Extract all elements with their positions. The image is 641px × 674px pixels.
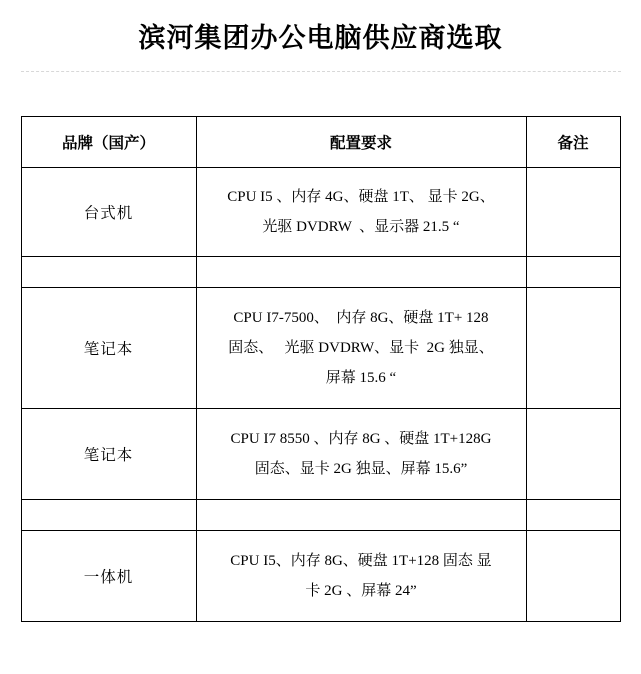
spec-line: CPU I7-7500、 内存 8G、硬盘 1T+ 128	[233, 310, 489, 326]
cell-brand: 一体机	[21, 531, 196, 622]
page-title: 滨河集团办公电脑供应商选取	[138, 23, 503, 53]
cell-brand: 笔记本	[21, 409, 196, 500]
table-spacer-cell	[526, 257, 620, 288]
table-body	[21, 168, 620, 622]
cell-spec	[196, 409, 526, 500]
table-spacer-cell	[21, 257, 196, 288]
column-header-spec: 配置要求	[196, 117, 526, 168]
column-header-brand: 品牌（国产）	[21, 117, 196, 168]
cell-spec	[196, 168, 526, 257]
title-spacing	[0, 72, 641, 116]
cell-spec	[196, 531, 526, 622]
cell-note	[526, 168, 620, 257]
spec-line: 光驱 DVDRW 、显示器 21.5 “	[262, 219, 460, 235]
cell-spec	[196, 288, 526, 409]
spec-line: 屏幕 15.6 “	[325, 370, 397, 386]
cell-brand: 台式机	[21, 168, 196, 257]
spec-line: CPU I7 8550 、内存 8G 、硬盘 1T+128G	[230, 431, 492, 447]
table-spacer-row	[21, 500, 620, 531]
table-header	[21, 117, 620, 168]
specification-table	[21, 116, 621, 622]
spec-line: 卡 2G 、屏幕 24”	[305, 583, 417, 599]
spec-line: CPU I5、内存 8G、硬盘 1T+128 固态 显	[230, 553, 492, 569]
cell-note	[526, 531, 620, 622]
table-row	[21, 288, 620, 409]
spec-line: 固态、 光驱 DVDRW、显卡 2G 独显、	[228, 340, 494, 356]
table-spacer-cell	[526, 500, 620, 531]
cell-brand: 笔记本	[21, 288, 196, 409]
spec-line: CPU I5 、内存 4G、硬盘 1T、 显卡 2G、	[227, 189, 495, 205]
table-spacer-cell	[21, 500, 196, 531]
table-row	[21, 409, 620, 500]
cell-note	[526, 409, 620, 500]
cell-note	[526, 288, 620, 409]
spec-line: 固态、显卡 2G 独显、屏幕 15.6”	[254, 461, 468, 477]
table-row	[21, 531, 620, 622]
column-header-note: 备注	[526, 117, 620, 168]
table-spacer-row	[21, 257, 620, 288]
table-header-row	[21, 117, 620, 168]
table-row	[21, 168, 620, 257]
table-spacer-cell	[196, 500, 526, 531]
table-spacer-cell	[196, 257, 526, 288]
